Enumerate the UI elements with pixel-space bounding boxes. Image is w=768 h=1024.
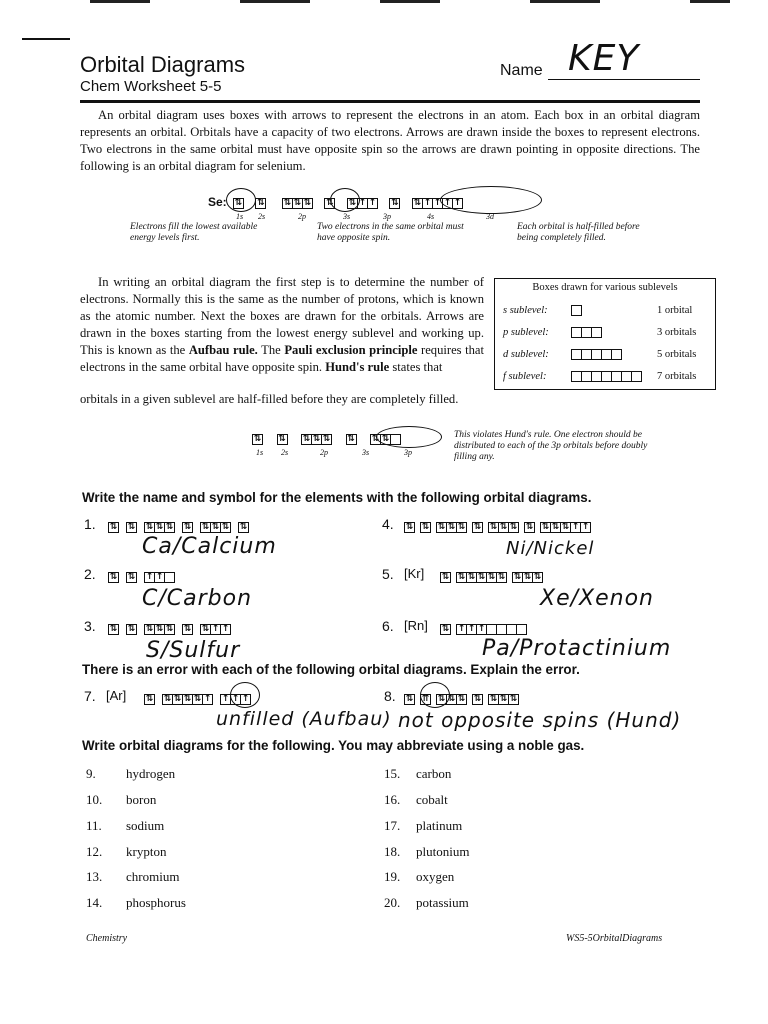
list-item: 12. krypton <box>86 844 167 859</box>
q3-diagram: ⇅ ⇅ ⇅ ⇅ ⇅ ⇅ ⇅ ↑ ↑ <box>109 623 230 634</box>
note-lowest-energy: Electrons fill the lowest available energy levels first. <box>130 222 258 243</box>
note-half-filled: Each orbital is half-filled before being completely filled. <box>517 222 640 243</box>
se-label: Se: <box>208 195 227 209</box>
question-number: 1. <box>84 516 96 532</box>
question-number: 8. <box>384 688 396 704</box>
q3-answer: S/Sulfur <box>146 638 241 663</box>
circle-annotation <box>440 186 542 214</box>
list-item: 17. platinum <box>384 818 463 833</box>
list-item: 13. chromium <box>86 869 180 884</box>
noble-gas-prefix: [Kr] <box>404 566 425 581</box>
sublevel-box-title: Boxes drawn for various sublevels <box>532 282 678 293</box>
sublevel-row-s: s sublevel: 1 orbital <box>503 304 693 316</box>
hund-term: Hund's rule <box>325 360 390 374</box>
q8-diagram: ⇅ ⇈ ⇅ ⇅ ⇅ ⇅ ⇅ ⇅ ⇅ <box>405 693 518 704</box>
note-opposite-spin: Two electrons in the same orbital must have opposite spin. <box>317 222 464 243</box>
list-item: 16. cobalt <box>384 792 448 807</box>
name-line[interactable] <box>548 79 700 80</box>
section2-heading: There is an error with each of the following orbital diagrams. Explain the error. <box>82 662 580 677</box>
sublevel-row-d: d sublevel: 5 orbitals <box>503 348 697 360</box>
orbital-box: ⇅ <box>257 197 265 208</box>
circle-annotation <box>376 426 442 448</box>
hund-violation-note: This violates Hund's rule. One electron should be distributed to each of the 3p orbitals before doubly filling any. <box>454 430 648 462</box>
list-item: 18. plutonium <box>384 844 470 859</box>
question-number: 5. <box>382 566 394 582</box>
scan-mark <box>22 38 70 40</box>
question-number: 6. <box>382 618 394 634</box>
q1-answer: Ca/Calcium <box>142 534 277 559</box>
q4-diagram: ⇅ ⇅ ⇅ ⇅ ⇅ ⇅ ⇅ ⇅ ⇅ ⇅ ⇅ ⇅ ⇅ ↑ ↑ <box>405 521 590 532</box>
q5-diagram: ⇅ ⇅ ⇅ ⇅ ⇅ ⇅ ⇅ ⇅ ⇅ <box>441 571 542 582</box>
sublevel-label: 1s <box>256 448 264 457</box>
circle-annotation <box>226 188 256 212</box>
q1-diagram: ⇅ ⇅ ⇅ ⇅ ⇅ ⇅ ⇅ ⇅ ⇅ ⇅ <box>109 521 248 532</box>
sublevel-label: 2p <box>320 448 328 457</box>
q5-answer: Xe/Xenon <box>540 586 654 611</box>
question-number: 4. <box>382 516 394 532</box>
noble-gas-prefix: [Rn] <box>404 618 428 633</box>
sublevel-label: 2p <box>298 212 306 221</box>
q8-answer: not opposite spins (Hund) <box>398 708 682 732</box>
orbital-box: ⇅ <box>234 197 243 208</box>
q4-answer: Ni/Nickel <box>506 538 595 559</box>
scan-rule <box>380 0 440 3</box>
footer-right: WS5-5OrbitalDiagrams <box>566 933 663 944</box>
list-item: 9. hydrogen <box>86 766 176 781</box>
scan-rule <box>530 0 600 3</box>
circle-annotation <box>330 188 360 212</box>
sublevel-row-f: f sublevel: 7 orbitals <box>503 370 697 382</box>
section1-heading: Write the name and symbol for the elements with the following orbital diagrams. <box>82 490 592 505</box>
name-answer: KEY <box>568 38 640 79</box>
q2-diagram: ⇅ ⇅ ↑ ↑ <box>108 568 174 584</box>
header-rule <box>80 100 700 103</box>
q7-answer: unfilled (Aufbau) <box>216 708 392 730</box>
list-item: 10. boron <box>86 792 157 807</box>
section3-heading: Write orbital diagrams for the following. You may abbreviate using a noble gas. <box>82 738 585 753</box>
list-item: 14. phosphorus <box>86 895 186 910</box>
pauli-term: Pauli exclusion principle <box>284 343 418 357</box>
list-item: 19. oxygen <box>384 869 455 884</box>
sublevel-label: 3s <box>362 448 370 457</box>
aufbau-term: Aufbau rule. <box>188 343 258 357</box>
scan-rule <box>690 0 730 3</box>
q6-diagram: ⇅ ↑ ↑ ↑ <box>440 620 526 636</box>
sublevel-label: 3s <box>343 212 351 221</box>
question-number: 2. <box>84 566 96 582</box>
list-item: 20. potassium <box>384 895 469 910</box>
hund-violation-diagram: ⇅ ⇅ ⇅ ⇅ ⇅ ⇅ ⇅ ⇅ <box>252 430 400 446</box>
sublevel-label: 2s <box>258 212 266 221</box>
scan-rule <box>240 0 310 3</box>
rules-paragraph: In writing an orbital diagram the first step is to determine the number of electrons. Normally this is the same as the number of protons, which is known as the atomic number. Next the boxes are drawn for the orbitals. Arrows are drawn in the boxes starting from the lowest energy sublevel and working up. This is known as the Aufbau rule. The Pauli exclusion principle requires that electrons in the same orbital have opposite spin. Hund's rule states that <box>80 275 485 374</box>
rules-paragraph-tail: orbitals in a given sublevel are half-filled before they are completely filled. <box>80 392 459 406</box>
noble-gas-prefix: [Ar] <box>106 688 127 703</box>
worksheet-title: Orbital Diagrams <box>80 52 246 77</box>
circle-annotation <box>230 682 260 708</box>
sublevel-label: 3d <box>486 212 494 221</box>
footer-left: Chemistry <box>86 933 128 944</box>
question-number: 3. <box>84 618 96 634</box>
q2-answer: C/Carbon <box>142 586 253 611</box>
sublevel-row-p: p sublevel: 3 orbitals <box>503 326 697 338</box>
question-number: 7. <box>84 688 96 704</box>
name-label: Name <box>500 62 543 79</box>
circle-annotation <box>420 682 450 708</box>
worksheet-subtitle: Chem Worksheet 5-5 <box>80 78 222 95</box>
sublevel-label: 3p <box>383 212 391 221</box>
sublevel-label: 1s <box>236 212 244 221</box>
scan-rule <box>90 0 150 3</box>
selenium-diagram: Se: ⇅ ⇅ ⇅ ⇅ ⇅ ⇅ ⇅ ↑ ↑ ⇅ ⇅ ↑ ↑ ↑ ↑ <box>208 195 462 209</box>
sublevel-label: 4s <box>427 212 435 221</box>
sublevel-reference-box <box>494 278 716 390</box>
q6-answer: Pa/Protactinium <box>482 636 672 661</box>
sublevel-label: 3p <box>404 448 412 457</box>
intro-paragraph: An orbital diagram uses boxes with arrows to represent the electrons in an atom. Each box in an orbital diagram represents an orbital. Orbitals have a capacity of two electrons. Arrows are drawn inside the boxes to represent electrons. Two electrons in the same orbital must have opposite spin so the arrows are drawn pointing in opposite directions. The following is an orbital diagram for selenium. <box>80 108 700 173</box>
list-item: 11. sodium <box>86 818 165 833</box>
q7-diagram: ⇅ ⇅ ⇅ ⇅ ⇅ ↑ ↑ ↑ ↑ <box>145 693 250 704</box>
list-item: 15. carbon <box>384 766 452 781</box>
sublevel-label: 2s <box>281 448 289 457</box>
